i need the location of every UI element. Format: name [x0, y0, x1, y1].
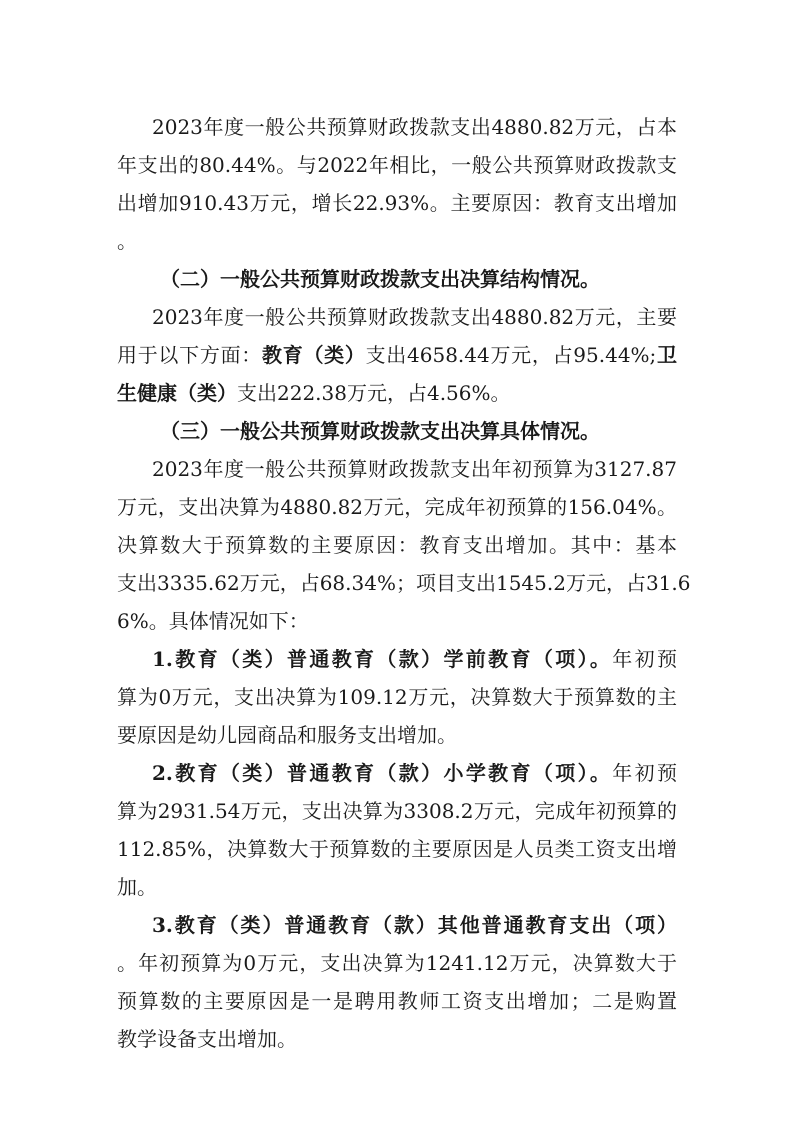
item2-line3: 112.85%，决算数大于预算数的主要原因是人员类工资支出增 — [117, 837, 677, 861]
item2-line2: 算为2931.54万元，支出决算为3308.2万元，完成年初预算的 — [117, 799, 677, 823]
item1-title: 1.教育（类）普通教育（款）学前教育（项）。 — [152, 647, 613, 671]
item3-title: 3.教育（类）普通教育（款）其他普通教育支出（项） — [152, 913, 677, 937]
para1-line4: 。 — [117, 229, 137, 253]
para2-text: 支出4658.44万元，占95.44%; — [365, 343, 657, 367]
category-education: 教育（类） — [262, 343, 366, 367]
item2-text: 年初预 — [612, 761, 678, 785]
item3-line1: 。年初预算为0万元，支出决算为1241.12万元，决算数大于 — [117, 951, 677, 975]
para3-line3: 决算数大于预算数的主要原因：教育支出增加。其中：基本 — [117, 533, 677, 557]
para3-line5: 6%。具体情况如下： — [117, 609, 309, 633]
para2-text: 支出222.38万元，占4.56%。 — [237, 381, 511, 405]
section-heading-2: （二）一般公共预算财政拨款支出决算结构情况。 — [160, 267, 600, 291]
item2-line4: 加。 — [117, 875, 157, 899]
item2-line1 — [152, 759, 677, 787]
para1-line3: 出增加910.43万元，增长22.93%。主要原因：教育支出增加 — [117, 191, 677, 215]
para3-line1: 2023年度一般公共预算财政拨款支出年初预算为3127.87 — [152, 457, 677, 481]
item1-line2: 算为0万元，支出决算为109.12万元，决算数大于预算数的主 — [117, 685, 677, 709]
para2-line1: 2023年度一般公共预算财政拨款支出4880.82万元，主要 — [152, 305, 677, 329]
item1-line1 — [152, 645, 677, 673]
item2-title: 2.教育（类）普通教育（款）小学教育（项）。 — [152, 761, 613, 785]
section-heading-3: （三）一般公共预算财政拨款支出决算具体情况。 — [160, 419, 600, 443]
item1-line3: 要原因是幼儿园商品和服务支出增加。 — [117, 723, 457, 747]
para1-line1: 2023年度一般公共预算财政拨款支出4880.82万元，占本 — [152, 115, 677, 139]
para3-line4: 支出3335.62万元，占68.34%；项目支出1545.2万元，占31.6 — [117, 571, 691, 595]
para3-line2: 万元，支出决算为4880.82万元，完成年初预算的156.04%。 — [117, 495, 677, 519]
para2-text: 用于以下方面： — [117, 343, 263, 367]
category-health-start: 卫 — [656, 343, 678, 367]
para2-line2 — [117, 341, 677, 369]
item3-line2: 预算数的主要原因是一是聘用教师工资支出增加；二是购置 — [117, 989, 677, 1013]
item3-line3: 教学设备支出增加。 — [117, 1027, 297, 1051]
para1-line2: 年支出的80.44%。与2022年相比，一般公共预算财政拨款支 — [117, 153, 677, 177]
item1-text: 年初预 — [612, 647, 678, 671]
category-health: 生健康（类） — [117, 381, 237, 405]
para2-line3 — [117, 379, 677, 407]
